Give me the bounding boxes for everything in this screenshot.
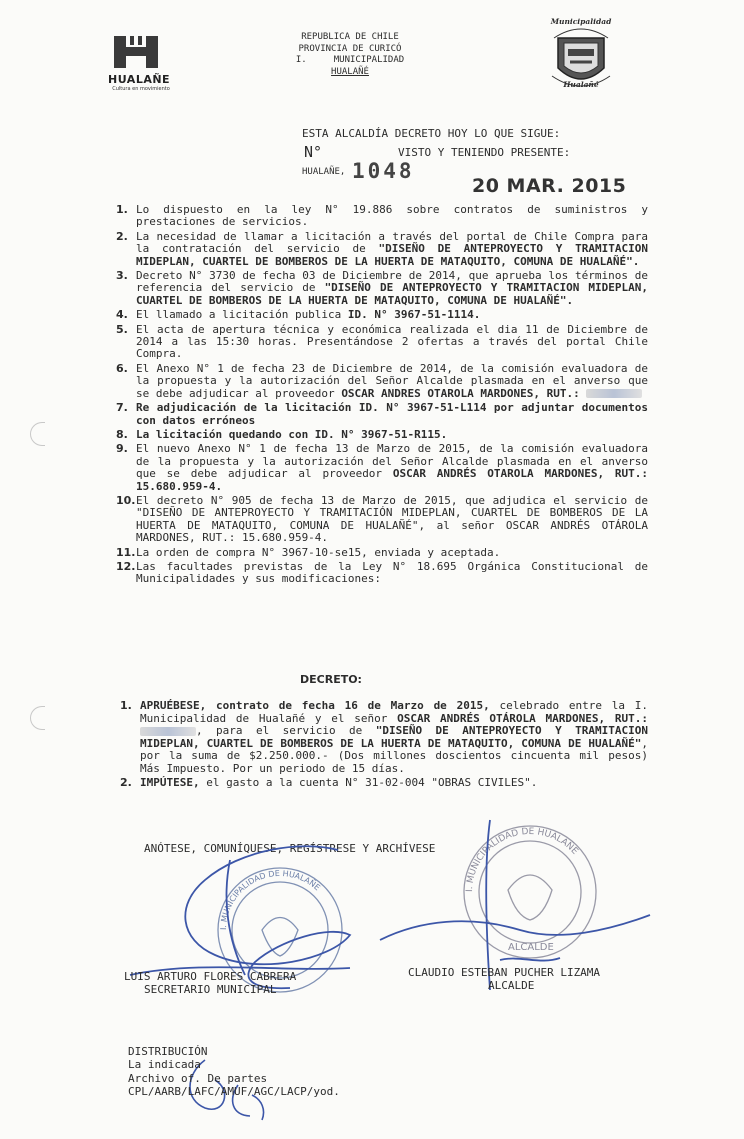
- intro-line: ESTA ALCALDÍA DECRETO HOY LO QUE SIGUE:: [302, 127, 561, 140]
- signer-role: ALCALDE: [488, 979, 535, 992]
- list-item: 9. El nuevo Anexo N° 1 de fecha 13 de Marzo de 2015, de la comisión evaluadora de la propuesta y la autorización del Señor Alcalde plasmada en el anverso que se debe adjudicar al proveedor OSCAR ANDRÉS OTAROLA MARDONES, RUT.: 15.680.959-4.: [116, 442, 648, 493]
- distribution-line: La indicada: [128, 1058, 201, 1072]
- decreto-heading: DECRETO:: [300, 673, 362, 686]
- crest-bottom-text: Hualañé: [563, 80, 599, 89]
- list-item: 8. La licitación quedando con ID. N° 3967-51-R115.: [116, 427, 448, 441]
- hualane-logo: [108, 30, 180, 96]
- decree-number-stamp: 1048: [352, 159, 415, 183]
- hualane-h-icon: [112, 34, 160, 70]
- distribution-line: Archivo of. De partes: [128, 1071, 268, 1085]
- list-item: 1. APRUÉBESE, contrato de fecha 16 de Marzo de 2015, celebrado entre la I. Municipalidad de Hualañé y el señor OSCAR ANDRÉS OTÁROLA MARDONES, RUT.: , para el servicio de "DISEÑO DE ANTEPROYECTO Y TRAMITACION MIDEPLAN, CUARTEL DE BOMBEROS DE LA HUERTA DE MATAQUITO, COMUNA DE HUALAÑÉ", por la suma de $2.250.000.- (Dos millones doscientos cincuenta mil pesos) Más Impuesto. Por un periodo de 15 días.: [120, 699, 648, 775]
- distribution-block: [128, 1045, 340, 1099]
- signer-name: CLAUDIO ESTEBAN PUCHER LIZAMA: [408, 966, 601, 979]
- list-item: 11. La orden de compra N° 3967-10-se15, enviada y aceptada.: [116, 545, 501, 559]
- signature-left: [130, 846, 350, 988]
- closing-line: ANÓTESE, COMUNÍQUESE, REGÍSTRESE Y ARCHÍVESE: [144, 842, 436, 855]
- municipal-crest: [544, 16, 618, 92]
- distribution-line: CPL/AARB/LAFC/AMUF/AGC/LACP/yod.: [128, 1085, 340, 1099]
- distribution-title: DISTRIBUCIÓN: [128, 1045, 208, 1058]
- list-item: 3. Decreto N° 3730 de fecha 03 de Diciembre de 2014, que aprueba los términos de referencia del servicio de "DISEÑO DE ANTEPROYECTO Y TRAMITACION MIDEPLAN, CUARTEL DE BOMBEROS DE LA HUERTA DE MATAQUITO, COMUNA DE HUALAÑÉ".: [116, 269, 649, 307]
- letterhead-line: I. MUNICIPALIDAD: [295, 55, 405, 65]
- list-item: 1. Lo dispuesto en la ley N° 19.886 sobre contratos de suministros y prestaciones de servicios.: [116, 203, 648, 229]
- signature-block-left: [124, 970, 296, 996]
- letterhead: [270, 32, 430, 78]
- signer-role: SECRETARIO MUNICIPAL: [144, 983, 277, 996]
- logo-subtext: Cultura en movimiento: [112, 86, 170, 92]
- letterhead-line: PROVINCIA DE CURICÓ: [298, 43, 402, 54]
- letterhead-line: HUALAÑÉ: [331, 66, 369, 77]
- visto-items: [116, 204, 648, 588]
- seal-left-text: I. MUNICIPALIDAD DE HUALAÑE: [218, 868, 322, 931]
- list-item: 2. IMPÚTESE, el gasto a la cuenta N° 31-02-004 "OBRAS CIVILES".: [120, 775, 538, 789]
- seal-right-role: ALCALDE: [508, 942, 554, 953]
- redacted-rut: [140, 727, 196, 736]
- logo-text: HUALAÑE: [108, 73, 171, 86]
- seal-right: [464, 826, 596, 958]
- binder-hole: [30, 706, 45, 730]
- decreto-items: [120, 700, 648, 790]
- seal-right-text: I. MUNICIPALIDAD DE HUALAÑE: [464, 826, 580, 893]
- binder-hole: [30, 422, 45, 446]
- list-item: 7. Re adjudicación de la licitación ID. N° 3967-51-L114 por adjuntar documentos con datos erróneos: [116, 401, 648, 427]
- crest-top-text: Municipalidad: [550, 17, 612, 26]
- letterhead-line: REPUBLICA DE CHILE: [301, 32, 399, 42]
- signer-name: LUIS ARTURO FLORES CABRERA: [124, 970, 297, 983]
- list-item: 5. El acta de apertura técnica y económica realizada el dia 11 de Diciembre de 2014 a las 15:30 horas. Presentándose 2 ofertas a través del portal Chile Compra.: [116, 322, 648, 361]
- redacted-rut: [586, 389, 642, 398]
- list-item: 6. El Anexo N° 1 de fecha 23 de Diciembre de 2014, de la comisión evaluadora de la propuesta y la autorización del Señor Alcalde plasmada en el anverso que se debe adjudicar al proveedor OSCAR ANDRES OTAROLA MARDONES, RUT.:: [116, 361, 648, 400]
- list-item: 4. El llamado a licitación publica ID. N° 3967-51-1114.: [116, 308, 481, 322]
- number-label: N°: [304, 143, 323, 161]
- place-label: HUALAÑE,: [302, 167, 346, 177]
- visto-line: VISTO Y TENIENDO PRESENTE:: [398, 146, 571, 159]
- date-stamp: 20 MAR. 2015: [472, 175, 627, 197]
- list-item: 12. Las facultades previstas de la Ley N° 18.695 Orgánica Constitucional de Municipalidades y sus modificaciones:: [116, 559, 648, 586]
- list-item: 2. La necesidad de llamar a licitación a través del portal de Chile Compra para la contratación del servicio de "DISEÑO DE ANTEPROYECTO Y TRAMITACION MIDEPLAN, CUARTEL DE BOMBEROS DE LA HUERTA DE MATAQUITO, COMUNA DE HUALAÑÉ".: [116, 229, 648, 268]
- signature-block-right: [408, 966, 600, 992]
- list-item: 10. El decreto N° 905 de fecha 13 de Marzo de 2015, que adjudica el servicio de "DISEÑO DE ANTEPROYECTO Y TRAMITACIÓN MIDEPLAN, CUARTEL DE BOMBEROS DE LA HUERTA DE MATAQUITO, COMUNA DE HUALAÑÉ", al señor OSCAR ANDRÉS OTÁROLA MARDONES, RUT.: 15.680.959-4.: [116, 493, 648, 545]
